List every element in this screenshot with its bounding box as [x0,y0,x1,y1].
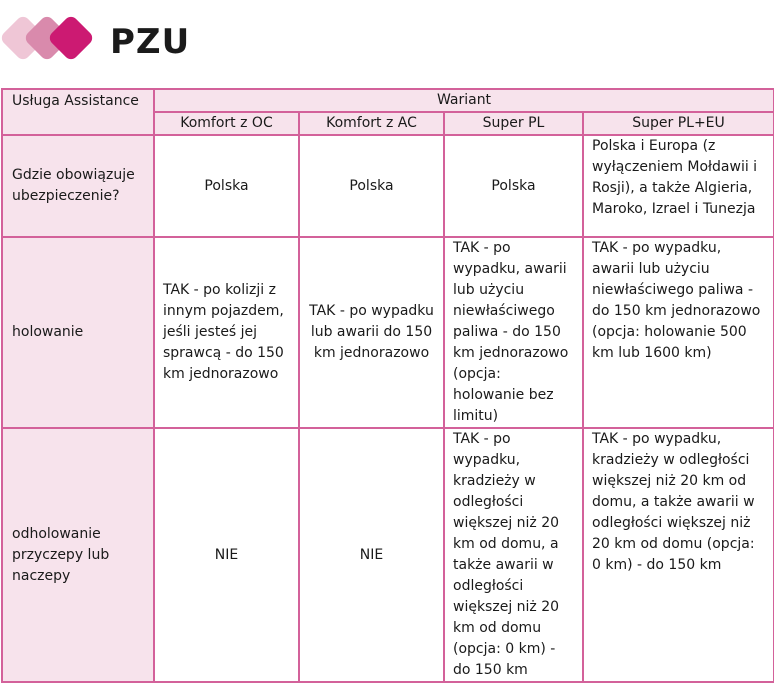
cell-trailer-komfort-ac: NIE [299,428,444,682]
row-label-towing: holowanie [2,237,154,428]
column-header-komfort-oc: Komfort z OC [154,112,299,135]
cell-coverage-komfort-ac: Polska [299,135,444,237]
table-row-towing [2,237,774,428]
cell-trailer-super-pl-eu: TAK - po wypadku, kradzieży w odległości większej niż 20 km od domu, a także awarii w odległości większej niż 20 km od domu (opcja: 0 km) - do 150 km [583,428,774,682]
column-header-super-pl-eu: Super PL+EU [583,112,774,135]
assistance-comparison-table [1,88,774,683]
cell-towing-komfort-oc: TAK - po kolizji z innym pojazdem, jeśli jesteś jej sprawcą - do 150 km jednorazowo [154,237,299,428]
table-row-trailer-towing [2,428,774,682]
cell-coverage-super-pl-eu: Polska i Europa (z wyłączeniem Mołdawii i Rosji), a także Algieria, Maroko, Izrael i Tunezja [583,135,774,237]
variant-group-header: Wariant [154,89,774,112]
column-header-komfort-ac: Komfort z AC [299,112,444,135]
row-label-coverage-area: Gdzie obowiązuje ubezpieczenie? [2,135,154,237]
table-row-coverage-area [2,135,774,237]
cell-coverage-super-pl: Polska [444,135,583,237]
cell-coverage-komfort-oc: Polska [154,135,299,237]
header-row-group [2,89,774,112]
cell-towing-super-pl-eu: TAK - po wypadku, awarii lub użyciu niewłaściwego paliwa - do 150 km jednorazowo (opcja: holowanie 500 km lub 1600 km) [583,237,774,428]
cell-trailer-komfort-oc: NIE [154,428,299,682]
cell-towing-super-pl: TAK - po wypadku, awarii lub użyciu niewłaściwego paliwa - do 150 km jednorazowo (opcja: holowanie bez limitu) [444,237,583,428]
brand-name: PZU [110,22,191,62]
cell-trailer-super-pl: TAK - po wypadku, kradzieży w odległości większej niż 20 km od domu, a także awarii w odległości większej niż 20 km od domu (opcja: 0 km) - do 150 km [444,428,583,682]
row-label-trailer-towing: odholowanie przyczepy lub naczepy [2,428,154,682]
column-header-super-pl: Super PL [444,112,583,135]
pzu-logo [0,0,774,86]
corner-label: Usługa Assistance [2,89,154,135]
cell-towing-komfort-ac: TAK - po wypadku lub awarii do 150 km jednorazowo [299,237,444,428]
